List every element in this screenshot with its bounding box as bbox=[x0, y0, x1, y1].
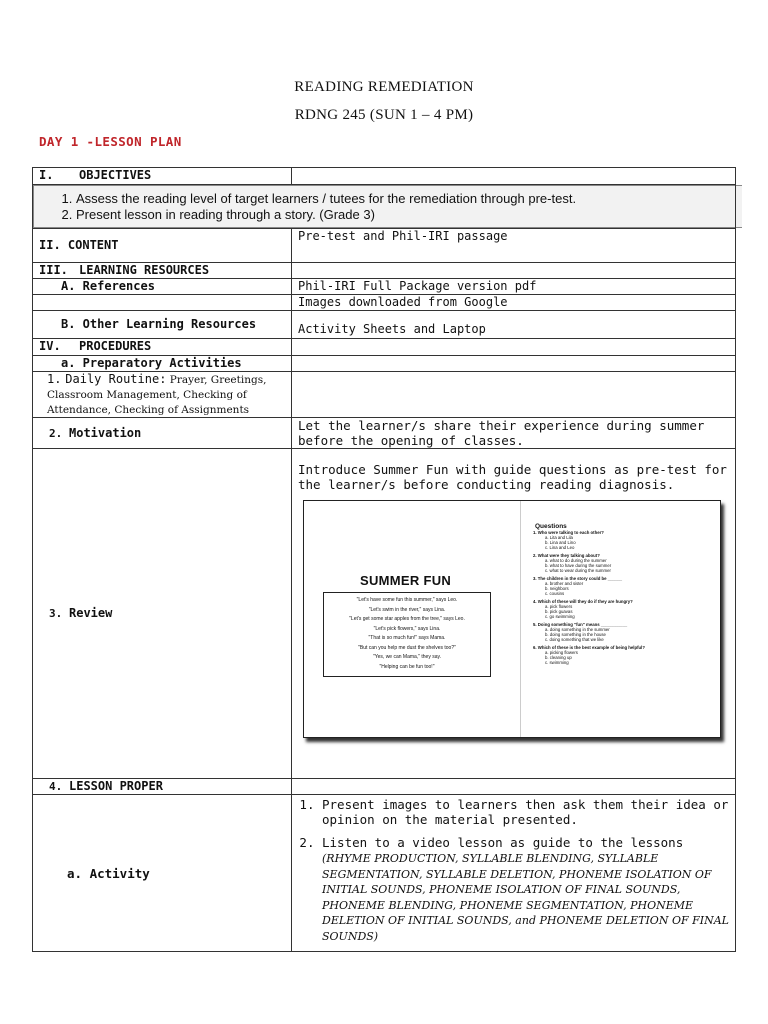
objective-item: 1. Assess the reading level of target learners / tutees for the remediation through pre-test. bbox=[76, 191, 742, 207]
motivation-row bbox=[33, 418, 736, 449]
references-row bbox=[33, 279, 736, 295]
objectives-label: OBJECTIVES bbox=[79, 168, 152, 182]
resources-header-row bbox=[33, 263, 736, 279]
summer-fun-title: SUMMER FUN bbox=[360, 573, 452, 588]
activity-label: a. Activity bbox=[33, 795, 292, 952]
motivation-number: 2. bbox=[49, 426, 63, 440]
other-resources-value: Activity Sheets and Laptop bbox=[292, 311, 736, 339]
lesson-proper-row bbox=[33, 779, 736, 795]
lesson-proper-label: LESSON PROPER bbox=[69, 779, 163, 793]
activity-item: 2. Listen to a video lesson as guide to the lessons (RHYME PRODUCTION, SYLLABLE BLENDING, SYLLABLE SEGMENTATION, SYLLABLE DELETION, PHONEME ISOLATION OF INITIAL SOUNDS, PHONEME ISOLATION OF FINAL SOUNDS, PHONEME BLENDING, PHONEME SEGMENTATION, PHONEME DELETION OF INITIAL SOUNDS, and PHONEME DELETION OF FINAL SOUNDS) bbox=[322, 835, 729, 943]
procedures-label: PROCEDURES bbox=[79, 339, 152, 353]
story-line: "That is so much fun!" says Mama. bbox=[368, 635, 446, 641]
motivation-text: Let the learner/s share their experience during summer before the opening of classes. bbox=[292, 418, 736, 449]
question-item: 2. What were they talking about? a. what to do during the summer b. what to have during the summer c. what to wear during the summer bbox=[533, 553, 612, 573]
other-resources-label: B. Other Learning Resources bbox=[33, 311, 292, 339]
course-title: RDNG 245 (SUN 1 – 4 PM) bbox=[294, 107, 474, 123]
summer-fun-image bbox=[303, 500, 721, 738]
motivation-cell bbox=[33, 418, 292, 449]
activity-list bbox=[298, 797, 729, 943]
summer-fun-story bbox=[323, 592, 491, 677]
lesson-plan-table bbox=[32, 167, 736, 952]
content-row bbox=[33, 229, 736, 263]
story-line: "Yes, we can Mama," they say. bbox=[372, 654, 442, 660]
other-resources-row bbox=[33, 311, 736, 339]
reference-1: Phil-IRI Full Package version pdf bbox=[292, 279, 736, 295]
story-line: "Let's get some star apples from the tree," says Leo. bbox=[349, 616, 465, 622]
questions-list bbox=[533, 530, 713, 668]
questions-title: Questions bbox=[535, 523, 567, 530]
references-label: A. References bbox=[33, 279, 292, 295]
document-title: READING REMEDIATION bbox=[294, 79, 474, 95]
review-label: Review bbox=[69, 606, 113, 620]
story-line: "Let's pick flowers," says Lina. bbox=[373, 625, 441, 632]
objectives-list bbox=[34, 191, 742, 223]
question-item: 4. Which of these will they do if they are hungry? a. pick flowers b. pick guavas c. go swimming bbox=[533, 599, 633, 619]
review-cell bbox=[33, 449, 292, 779]
resources-label: LEARNING RESOURCES bbox=[79, 263, 210, 277]
story-line: "Helping can be fun too!" bbox=[379, 663, 435, 670]
daily-routine-number: 1. bbox=[47, 372, 62, 386]
objective-item: 2. Present lesson in reading through a story. (Grade 3) bbox=[76, 207, 742, 223]
review-number: 3. bbox=[49, 607, 63, 620]
reference-2: Images downloaded from Google bbox=[292, 295, 736, 311]
activity-content bbox=[292, 795, 736, 952]
activity-item: 1. Present images to learners then ask them their idea or opinion on the material presented. bbox=[322, 797, 729, 827]
activity-row bbox=[33, 795, 736, 952]
daily-routine-text: Prayer, Greetings, Classroom Management, Checking of Attendance, Checking of Assignments bbox=[47, 374, 267, 416]
lesson-proper-number: 4. bbox=[49, 780, 63, 793]
resources-number: III. bbox=[39, 263, 68, 277]
story-line: "But can you help me dust the shelves too?" bbox=[358, 644, 456, 651]
lesson-proper-cell bbox=[33, 779, 292, 795]
content-label: II. CONTENT bbox=[33, 229, 292, 263]
review-content bbox=[292, 449, 736, 779]
procedures-number: IV. bbox=[39, 339, 61, 353]
objectives-box bbox=[33, 185, 742, 228]
resources-header bbox=[33, 263, 292, 279]
daily-routine-row bbox=[33, 372, 736, 418]
procedures-header bbox=[33, 339, 292, 356]
story-line: "Let's swim in the river," says Lina. bbox=[368, 606, 446, 613]
objectives-row bbox=[33, 185, 736, 229]
preparatory-row bbox=[33, 356, 736, 372]
procedures-header-row bbox=[33, 339, 736, 356]
motivation-label: Motivation bbox=[69, 425, 142, 440]
day-label: DAY 1 -LESSON PLAN bbox=[39, 134, 182, 149]
review-text: Introduce Summer Fun with guide questions as pre-test for the learner/s before conducting reading diagnosis. bbox=[298, 462, 727, 492]
preparatory-label: a. Preparatory Activities bbox=[33, 356, 292, 372]
objectives-header bbox=[33, 168, 292, 185]
objectives-header-row bbox=[33, 168, 736, 185]
daily-routine-label: Daily Routine: bbox=[65, 372, 167, 386]
content-value: Pre-test and Phil-IRI passage bbox=[292, 229, 736, 263]
question-item: 5. Doing something "fun" means ___________ a. doing something in the summer b. doing something in the house c. doing something that we like bbox=[533, 622, 628, 642]
review-row bbox=[33, 449, 736, 779]
question-item: 3. The children in the story could be ______ a. brother and sister b. neighbors c. cousins bbox=[533, 576, 623, 596]
story-line: "Let's have some fun this summer," says Leo. bbox=[356, 597, 458, 603]
question-item: 6. Which of these is the best example of being helpful? a. picking flowers b. cleaning up c. swimming bbox=[533, 645, 645, 665]
daily-routine-cell bbox=[33, 372, 292, 418]
references-row-2 bbox=[33, 295, 736, 311]
objectives-number: I. bbox=[39, 168, 54, 182]
question-item: 1. Who were talking to each other? a. Lita and Lila b. Lina and Lino c. Lina and Leo bbox=[533, 530, 604, 550]
